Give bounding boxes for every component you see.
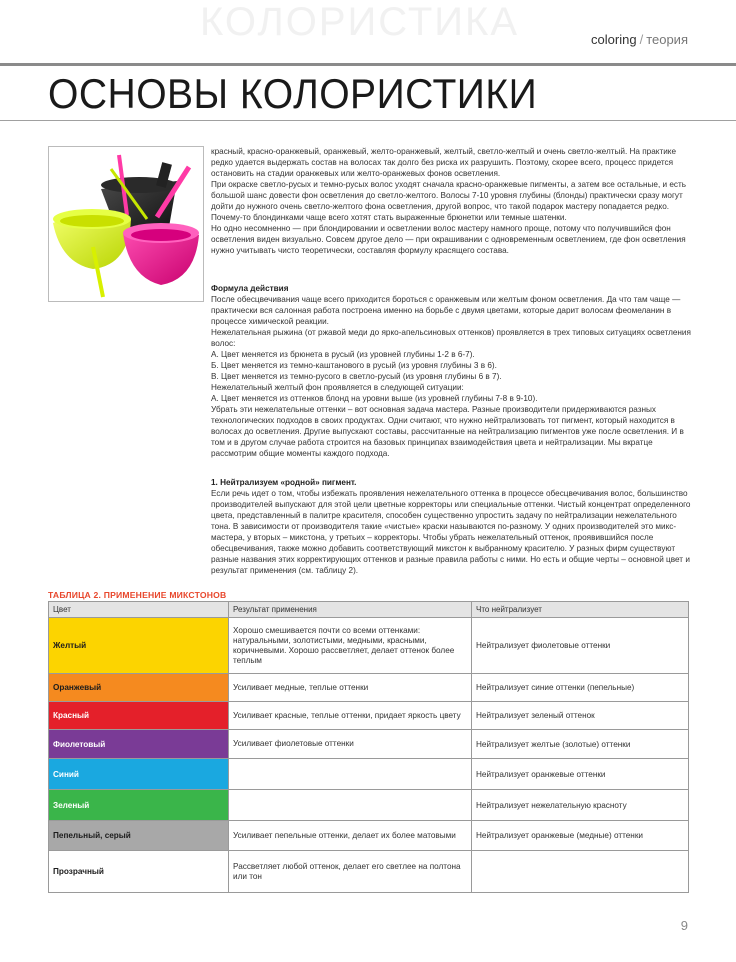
result-cell: Хорошо смешивается почти со всеми оттенками: натуральными, золотистыми, медными, красными, коричневыми. Хорошо рассветляет, делает оттенок более теплым <box>229 618 472 674</box>
color-cell: Красный <box>49 702 229 730</box>
neutralizes-cell: Нейтрализует зеленый оттенок <box>472 702 689 730</box>
formula-paragraph: После обесцвечивания чаще всего приходится бороться с оранжевым или желтым фоном осветления. Да что там чаще — практически вся салонная работа построена именно на борьбе с двумя цветами, которые дарит волосам феомеланин в процессе химической реакции. <box>211 295 681 326</box>
column-header: Цвет <box>49 602 229 618</box>
formula-paragraph: Нежелательный желтый фон проявляется в следующей ситуации: <box>211 383 464 392</box>
neutralize-paragraph: Если речь идет о том, чтобы избежать проявления нежелательного оттенка в процессе обесцвечивания волос, большинство производителей выпускают для этой цели цветные корректоры или специальные оттенки. Чистый концентрат определенного цвета, представленный в палитре красителя, способен существенно упростить задачу по нейтрализации нежелательного тона. В зависимости от производителя такие «чистые» краски называются по-разному. У одних производителей это микс-мастера, у вторых – микстона, у третьих – корректоры. Чтобы убрать нежелательный оттенок, проявившийся после обесцвечивания, также можно добавить соответствующий микстон к выбранному красителю. У разных фирм существуют разные названия этих корректирующих оттенков и разные правила работы с ними. Но есть и общие черты – основной цвет и результат применения (см. таблицу 2). <box>211 489 691 575</box>
table-row <box>49 702 689 730</box>
result-cell: Усиливает медные, теплые оттенки <box>229 674 472 702</box>
neutralizes-cell: Нейтрализует желтые (золотые) оттенки <box>472 730 689 759</box>
table-row <box>49 759 689 790</box>
neutralizes-cell: Нейтрализует синие оттенки (пепельные) <box>472 674 689 702</box>
formula-paragraph: Б. Цвет меняется из темно-каштанового в русый (из уровня глубины 3 в 6). <box>211 361 497 370</box>
result-cell <box>229 759 472 790</box>
table-row <box>49 674 689 702</box>
color-cell: Прозрачный <box>49 851 229 893</box>
neutralizes-cell: Нейтрализует фиолетовые оттенки <box>472 618 689 674</box>
color-cell: Пепельный, серый <box>49 821 229 851</box>
title-rule <box>0 120 736 121</box>
table-header-row <box>49 602 689 618</box>
intro-paragraph: При окраске светло-русых и темно-русых волос уходят сначала красно-оранжевые пигменты, а затем все остальные, и есть большой шанс довести фон осветления до светло-желтого. Волосы 7-10 уровня глубины (блонды) практически сразу могут дойти до нужного очень светло-желтого фона осветления, другой вопрос, что такой подарок мастеру попадается редко. Почему-то блондинками чаще всего хотят стать выраженные брюнетки или темные шатенки. <box>211 180 687 222</box>
column-header: Что нейтрализует <box>472 602 689 618</box>
formula-paragraph: А. Цвет меняется из оттенков блонд на уровни выше (из уровней глубины 7-8 в 9-10). <box>211 394 538 403</box>
bowls-illustration <box>49 147 203 301</box>
running-header <box>591 32 688 47</box>
table-row <box>49 730 689 759</box>
formula-section <box>211 283 691 459</box>
result-cell: Усиливает пепельные оттенки, делает их более матовыми <box>229 821 472 851</box>
result-cell: Усиливает красные, теплые оттенки, придает яркость цвету <box>229 702 472 730</box>
table-row <box>49 618 689 674</box>
table-row <box>49 821 689 851</box>
result-cell: Рассветляет любой оттенок, делает его светлее на полтона или тон <box>229 851 472 893</box>
header-separator: / <box>639 32 644 47</box>
color-cell: Оранжевый <box>49 674 229 702</box>
color-cell: Синий <box>49 759 229 790</box>
mixtone-table <box>48 601 689 893</box>
neutralize-section <box>211 477 691 576</box>
neutralizes-cell: Нейтрализует оранжевые (медные) оттенки <box>472 821 689 851</box>
column-header: Результат применения <box>229 602 472 618</box>
table-row <box>49 851 689 893</box>
color-cell: Желтый <box>49 618 229 674</box>
formula-paragraph: А. Цвет меняется из брюнета в русый (из уровней глубины 1-2 в 6-7). <box>211 350 475 359</box>
color-cell: Зеленый <box>49 790 229 821</box>
product-photo <box>48 146 204 302</box>
formula-paragraph: Убрать эти нежелательные оттенки – вот основная задача мастера. Разные производители придерживаются разных технологических подходов в своих продуктах. Одни считают, что нужно нейтрализовать тот пигмент, который находится в волосах до осветления. Другие выпускают составы, рассчитанные на нейтрализацию пигментов уже после осветления. И в том и в другом случае работа строится на базовых принципах взаимодействия цвета и нейтрализации. Мы вкратце рассмотрим общие моменты каждого подхода. <box>211 405 684 458</box>
page-title: ОСНОВЫ КОЛОРИСТИКИ <box>48 70 538 117</box>
result-cell: Усиливает фиолетовые оттенки <box>229 730 472 759</box>
table-row <box>49 790 689 821</box>
formula-paragraph: В. Цвет меняется из темно-русого в светло-русый (из уровня глубины 6 в 7). <box>211 372 502 381</box>
result-cell <box>229 790 472 821</box>
formula-paragraph: Нежелательная рыжина (от ржавой меди до ярко-апельсиновых оттенков) проявляется в трех типовых ситуациях осветления волос: <box>211 328 691 348</box>
neutralize-heading: 1. Нейтрализуем «родной» пигмент. <box>211 478 357 487</box>
formula-heading: Формула действия <box>211 284 289 293</box>
intro-text <box>211 146 691 256</box>
neutralizes-cell <box>472 851 689 893</box>
header-section: теория <box>646 32 688 47</box>
table-title: ТАБЛИЦА 2. ПРИМЕНЕНИЕ МИКСТОНОВ <box>48 590 227 600</box>
intro-paragraph: красный, красно-оранжевый, оранжевый, желто-оранжевый, желтый, светло-желтый и очень светло-желтый. На практике редко удается выдержать состав на волосах так долго без риска их разрушить. Поэтому, скорее всего, процесс придется остановить на стадии оранжевых или желто-оранжевых фонов осветления. <box>211 147 676 178</box>
intro-paragraph: Но одно несомненно — при блондировании и осветлении волос мастеру намного проще, потому что получившийся фон осветления виден визуально. Совсем другое дело — при окрашивании с одновременным осветлением, где фон осветления нужно учитывать чисто теоретически, составляя формулу красящего состава. <box>211 224 686 255</box>
top-rule <box>0 63 736 66</box>
watermark: КОЛОРИСТИКА <box>200 0 520 44</box>
neutralizes-cell: Нейтрализует нежелательную красноту <box>472 790 689 821</box>
header-brand: coloring <box>591 32 637 47</box>
neutralizes-cell: Нейтрализует оранжевые оттенки <box>472 759 689 790</box>
color-cell: Фиолетовый <box>49 730 229 759</box>
page-number: 9 <box>680 918 688 933</box>
